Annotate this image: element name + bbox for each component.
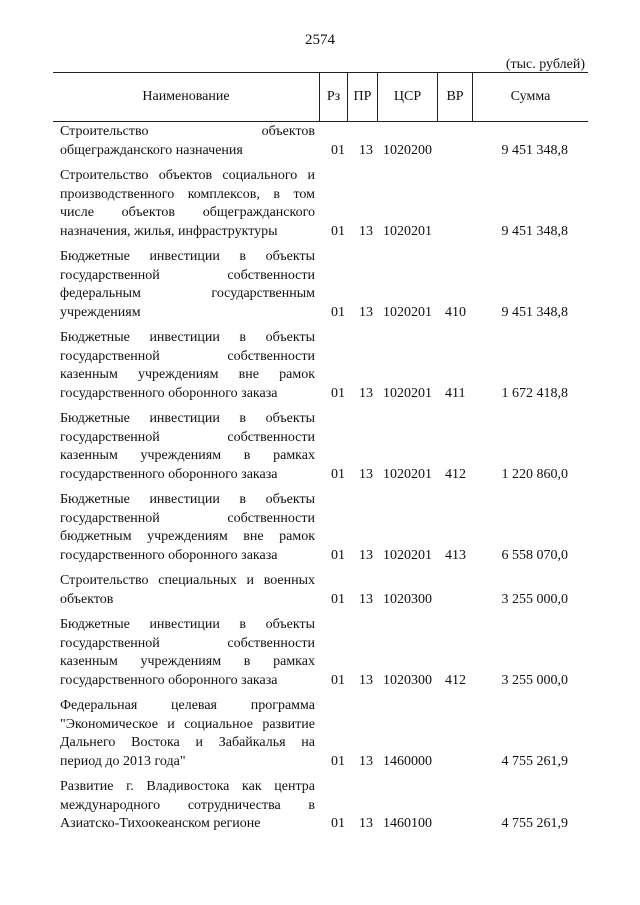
row-name-line: Бюджетные инвестиции в объекты: [60, 617, 315, 632]
row-name-line: числе объектов общегражданского: [60, 205, 315, 220]
row-name-line: государственной собственности: [60, 429, 315, 445]
row-name: [53, 616, 319, 690]
row-name: [53, 572, 319, 609]
row-rz: 01: [331, 753, 345, 769]
row-vr: 411: [445, 385, 466, 401]
row-pr: 13: [359, 547, 373, 563]
row-rz: 01: [331, 223, 345, 239]
row-sum: 6 558 070,0: [501, 547, 568, 563]
row-name-line: государственной собственности: [60, 348, 315, 364]
row-name-line: казенным учреждениям в рамках: [60, 654, 315, 669]
row-name-line: государственной собственности: [60, 267, 315, 283]
row-name-line: казенным учреждениям вне рамок: [60, 367, 315, 382]
row-name-line: назначения, жилья, инфраструктуры: [60, 223, 278, 239]
row-name-line: Развитие г. Владивостока как центра: [60, 779, 315, 794]
row-csr: 1020201: [383, 466, 432, 482]
row-name-line: производственного комплексов, в том: [60, 186, 315, 202]
row-pr: 13: [359, 816, 373, 831]
row-csr: 1020201: [383, 547, 432, 563]
row-rz: 01: [331, 547, 345, 563]
row-sum: 9 451 348,8: [501, 304, 568, 320]
row-csr: 1020201: [383, 385, 432, 401]
row-csr: 1460000: [383, 753, 432, 769]
page-number: 2574: [305, 32, 335, 48]
header-name: Наименование: [142, 89, 230, 104]
row-name-line: государственного оборонного заказа: [60, 672, 278, 688]
row-name-line: Бюджетные инвестиции в объекты: [60, 330, 315, 345]
row-csr: 1460100: [383, 816, 432, 831]
header-csr: ЦСР: [377, 73, 437, 121]
row-rz: 01: [331, 142, 345, 158]
row-csr: 1020200: [383, 142, 432, 158]
row-sum: 1 220 860,0: [501, 466, 568, 482]
table-row: [53, 491, 588, 565]
row-sum: 4 755 261,9: [501, 816, 568, 831]
row-name-line: государственного оборонного заказа: [60, 385, 278, 401]
row-name-line: учреждениям: [60, 304, 141, 320]
row-rz: 01: [331, 385, 345, 401]
table-header: [53, 72, 588, 122]
header-pr: ПР: [347, 73, 377, 121]
table-row: [53, 167, 588, 241]
row-name-line: Азиатско-Тихоокеанском регионе: [60, 816, 261, 831]
header-sum: Сумма: [472, 73, 588, 121]
row-name-line: Строительство специальных и военных: [60, 573, 315, 588]
row-rz: 01: [331, 466, 345, 482]
row-name-line: федеральным государственным: [60, 286, 315, 301]
table-row: [53, 248, 588, 322]
row-rz: 01: [331, 672, 345, 688]
row-name: [53, 329, 319, 403]
row-sum: 1 672 418,8: [501, 385, 568, 401]
row-name-line: Строительство объектов: [60, 124, 315, 139]
row-name: [53, 123, 319, 160]
row-name: [53, 410, 319, 484]
row-name: [53, 491, 319, 565]
row-name: [53, 697, 319, 771]
row-rz: 01: [331, 591, 345, 607]
row-name-line: государственного оборонного заказа: [60, 547, 278, 563]
row-csr: 1020300: [383, 672, 432, 688]
row-rz: 01: [331, 816, 345, 831]
row-name-line: Строительство объектов социального и: [60, 168, 315, 183]
row-vr: 413: [445, 547, 466, 563]
row-name: [53, 248, 319, 322]
row-name-line: "Экономическое и социальное развитие: [60, 716, 315, 732]
row-vr: 410: [445, 304, 466, 320]
row-vr: 412: [445, 672, 466, 688]
row-sum: 9 451 348,8: [501, 223, 568, 239]
table-row: [53, 123, 588, 160]
row-name-line: международного сотрудничества в: [60, 797, 315, 813]
table-body: [53, 123, 588, 841]
header-rz: Рз: [319, 73, 347, 121]
row-name-line: Бюджетные инвестиции в объекты: [60, 249, 315, 264]
row-pr: 13: [359, 753, 373, 769]
row-csr: 1020201: [383, 223, 432, 239]
row-name: [53, 778, 319, 834]
row-csr: 1020201: [383, 304, 432, 320]
row-sum: 3 255 000,0: [501, 591, 568, 607]
row-name-line: бюджетным учреждениям вне рамок: [60, 529, 315, 544]
row-pr: 13: [359, 672, 373, 688]
row-csr: 1020300: [383, 591, 432, 607]
row-name-line: государственной собственности: [60, 510, 315, 526]
header-vr: ВР: [437, 73, 472, 121]
row-name-line: Бюджетные инвестиции в объекты: [60, 411, 315, 426]
units-label: (тыс. рублей): [505, 57, 585, 72]
table-row: [53, 616, 588, 690]
row-pr: 13: [359, 385, 373, 401]
table-row: [53, 410, 588, 484]
row-sum: 3 255 000,0: [501, 672, 568, 688]
row-name-line: государственного оборонного заказа: [60, 466, 278, 482]
row-rz: 01: [331, 304, 345, 320]
row-vr: 412: [445, 466, 466, 482]
row-pr: 13: [359, 466, 373, 482]
row-pr: 13: [359, 591, 373, 607]
row-sum: 9 451 348,8: [501, 142, 568, 158]
row-sum: 4 755 261,9: [501, 753, 568, 769]
table-row: [53, 697, 588, 771]
table-row: [53, 572, 588, 609]
row-pr: 13: [359, 223, 373, 239]
row-name-line: казенным учреждениям в рамках: [60, 448, 315, 463]
row-pr: 13: [359, 304, 373, 320]
row-name-line: государственной собственности: [60, 635, 315, 651]
row-name-line: общегражданского назначения: [60, 142, 243, 158]
row-name-line: период до 2013 года": [60, 753, 186, 769]
row-name-line: Федеральная целевая программа: [60, 698, 315, 713]
row-name-line: Бюджетные инвестиции в объекты: [60, 492, 315, 507]
table-row: [53, 778, 588, 834]
row-name: [53, 167, 319, 241]
row-pr: 13: [359, 142, 373, 158]
row-name-line: объектов: [60, 591, 114, 607]
table-row: [53, 329, 588, 403]
row-name-line: Дальнего Востока и Забайкалья на: [60, 735, 315, 750]
